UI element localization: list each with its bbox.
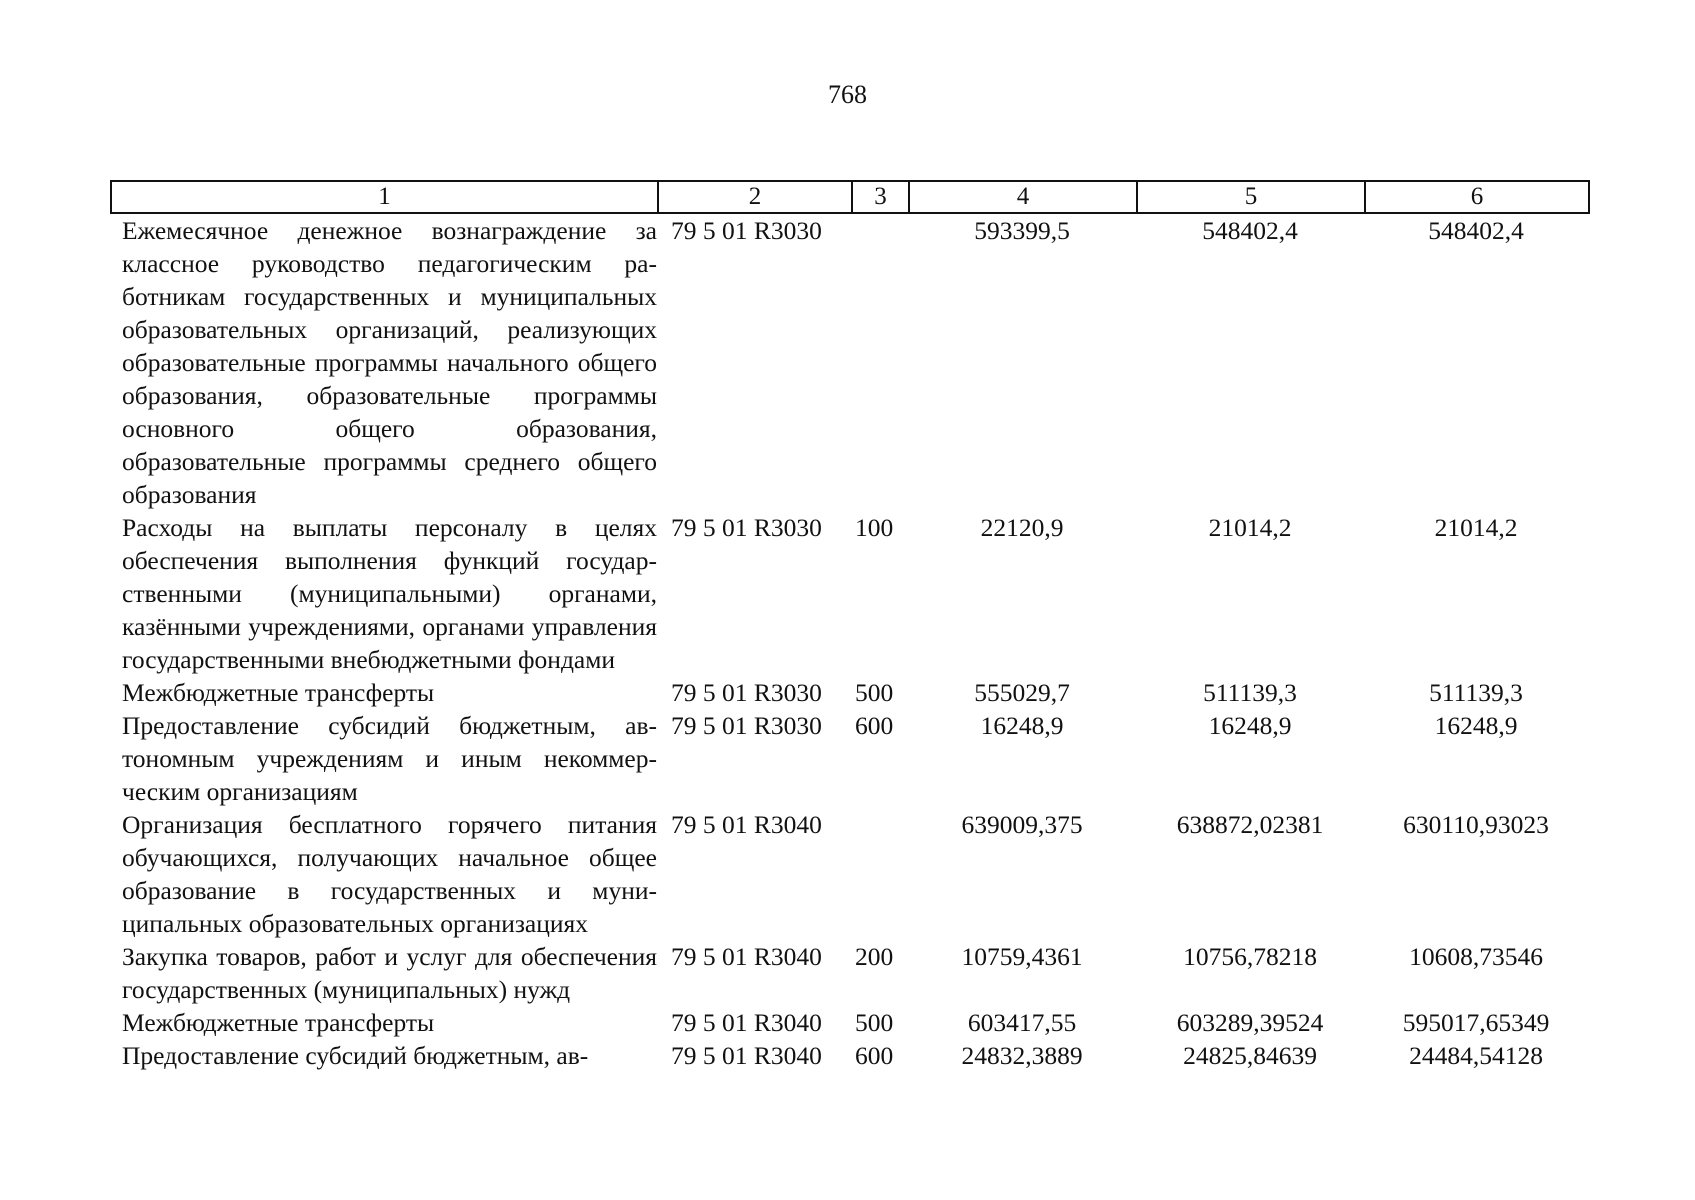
- row-name: Предоставление субсидий бюджетным, ав-: [122, 1041, 589, 1070]
- table-row: [110, 1006, 1590, 1039]
- column-header-4: 4: [909, 181, 1137, 213]
- row-value-4: 555029,7: [974, 678, 1070, 707]
- table-row: [110, 940, 1590, 1006]
- table-row: [110, 808, 1590, 940]
- row-name: Организация бесплатного горячего питания обучающихся, получающих начальное общее образование в государственных и муниципальных образовательных организациях: [122, 810, 657, 938]
- row-code: 79 5 01 R3030: [671, 711, 822, 740]
- table-row: [110, 511, 1590, 676]
- row-code: 79 5 01 R3040: [671, 942, 822, 971]
- row-type: 600: [855, 1041, 894, 1070]
- row-code: 79 5 01 R3030: [671, 678, 822, 707]
- row-value-6: 10608,73546: [1409, 942, 1543, 971]
- column-header-6: 6: [1365, 181, 1589, 213]
- row-type: 500: [855, 1008, 894, 1037]
- table-row: [110, 1039, 1590, 1072]
- column-header-row: [110, 180, 1590, 214]
- row-value-5: 16248,9: [1208, 711, 1292, 740]
- row-value-6: 548402,4: [1428, 216, 1524, 245]
- row-value-4: 10759,4361: [961, 942, 1083, 971]
- row-value-5: 21014,2: [1208, 513, 1292, 542]
- row-code: 79 5 01 R3040: [671, 1008, 822, 1037]
- row-value-4: 639009,375: [961, 810, 1083, 839]
- row-value-4: 16248,9: [980, 711, 1064, 740]
- row-value-4: 603417,55: [967, 1008, 1077, 1037]
- table-row: [110, 709, 1590, 808]
- row-value-5: 638872,02381: [1176, 810, 1324, 839]
- row-code: 79 5 01 R3030: [671, 216, 822, 245]
- row-value-5: 24825,84639: [1183, 1041, 1317, 1070]
- column-header-1: 1: [111, 181, 658, 213]
- table-body: [110, 214, 1590, 1072]
- row-value-5: 603289,39524: [1176, 1008, 1324, 1037]
- row-name: Закупка товаров, работ и услуг для обеспечения государственных (муниципальных) нужд: [122, 942, 657, 1004]
- row-value-5: 10756,78218: [1183, 942, 1317, 971]
- row-name: Ежемесячное денежное вознаграждение за классное руководство педагогическим работникам государственных и муниципальных образовательных организаций, реализующих образовательные программы начального общего образования, образовательные программы основного общего образования, образовательные программы среднего общего образования: [122, 216, 657, 509]
- row-type: 600: [855, 711, 894, 740]
- row-value-6: 16248,9: [1434, 711, 1518, 740]
- row-value-6: 24484,54128: [1409, 1041, 1543, 1070]
- row-name: Межбюджетные трансферты: [122, 678, 435, 707]
- column-header-5: 5: [1137, 181, 1365, 213]
- row-type: 200: [855, 942, 894, 971]
- row-value-6: 511139,3: [1429, 678, 1523, 707]
- row-code: 79 5 01 R3030: [671, 513, 822, 542]
- row-value-4: 593399,5: [974, 216, 1070, 245]
- page-number: 768: [828, 80, 867, 109]
- row-value-4: 24832,3889: [961, 1041, 1083, 1070]
- row-value-4: 22120,9: [980, 513, 1064, 542]
- row-value-6: 630110,93023: [1403, 810, 1549, 839]
- row-name: Предоставление субсидий бюджетным, автономным учреждениям и иным некоммерческим организациям: [122, 711, 657, 806]
- row-value-6: 21014,2: [1434, 513, 1518, 542]
- table-row: [110, 676, 1590, 709]
- column-header-2: 2: [658, 181, 852, 213]
- row-value-5: 548402,4: [1202, 216, 1298, 245]
- row-type: 500: [855, 678, 894, 707]
- table-row: [110, 214, 1590, 511]
- row-type: 100: [855, 513, 894, 542]
- row-code: 79 5 01 R3040: [671, 810, 822, 839]
- row-value-6: 595017,65349: [1402, 1008, 1550, 1037]
- row-name: Расходы на выплаты персоналу в целях обеспечения выполнения функций государственными (муниципальными) органами, казёнными учреждениями, органами управления государственными внебюджетными фондами: [122, 513, 657, 674]
- row-code: 79 5 01 R3040: [671, 1041, 822, 1070]
- row-name: Межбюджетные трансферты: [122, 1008, 435, 1037]
- row-value-5: 511139,3: [1203, 678, 1297, 707]
- column-header-3: 3: [852, 181, 909, 213]
